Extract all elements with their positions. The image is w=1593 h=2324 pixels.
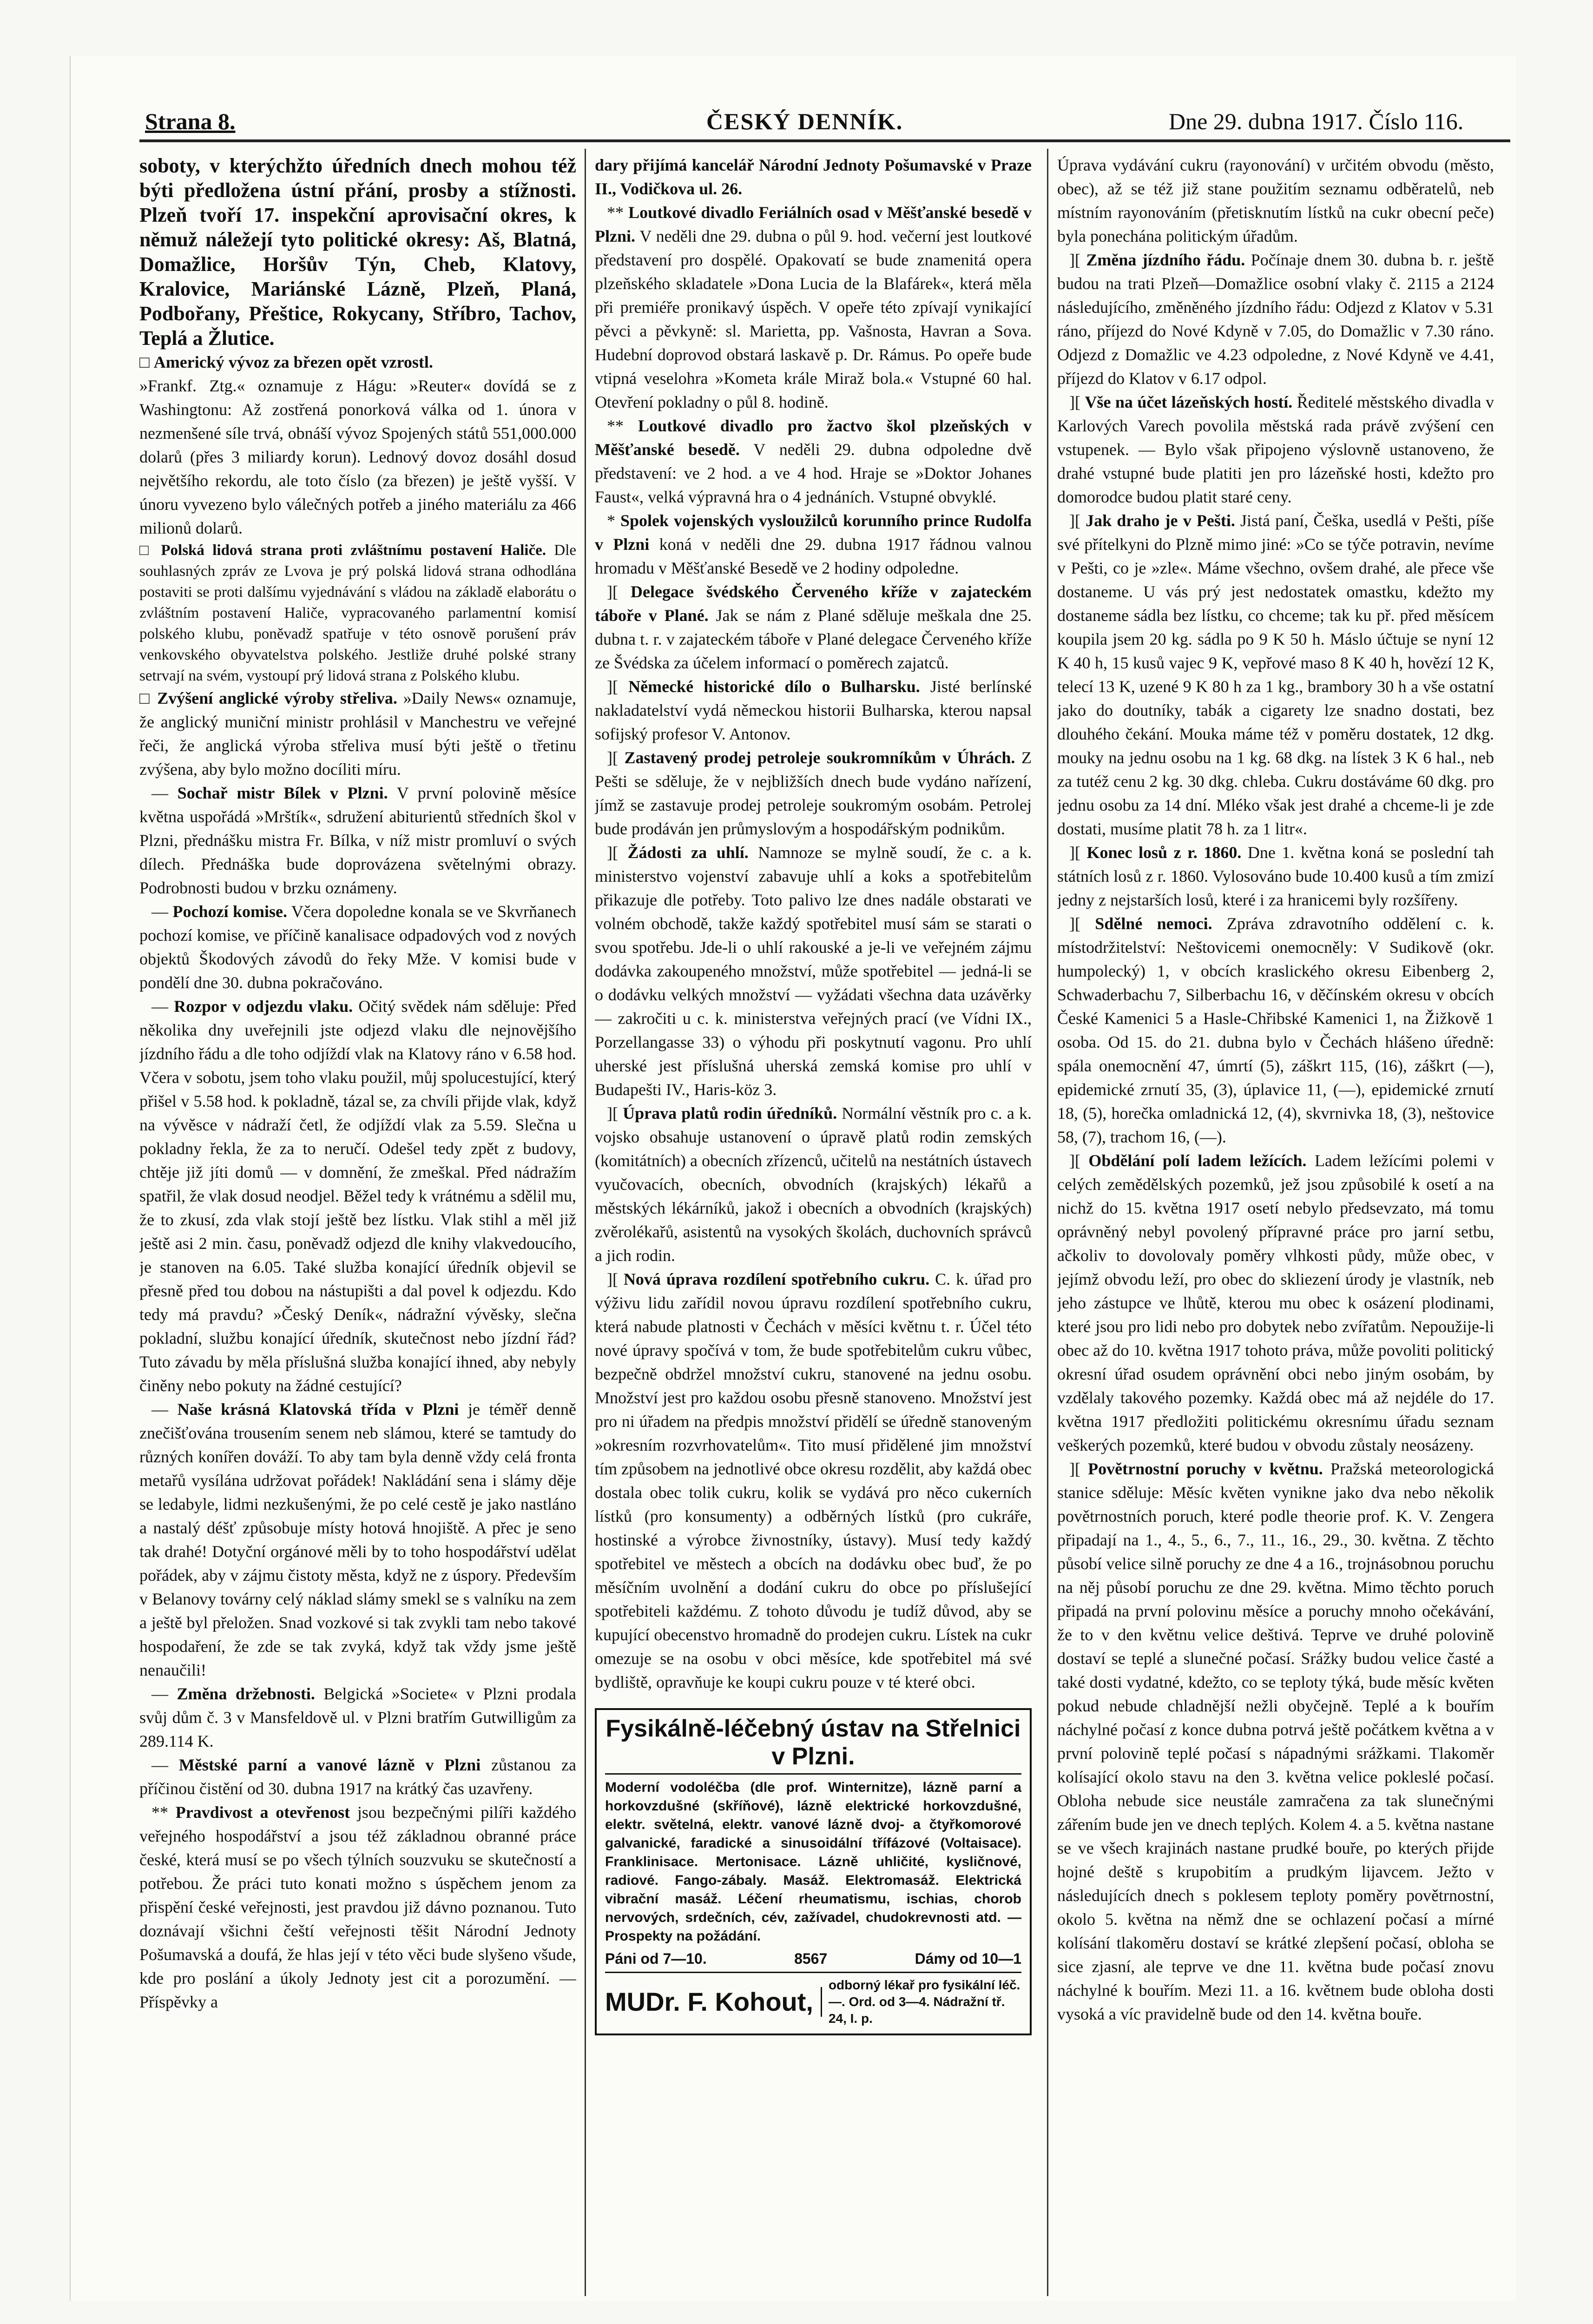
ad-doctor-info: odborný lékař pro fysikální léč. —. Ord. od 3—4. Nádražní tř. 24, I. p.: [828, 1978, 1020, 2026]
header-rule: [139, 139, 1510, 142]
article-body: V neděli 29. dubna odpoledne dvě představení: ve 2 hod. a ve 4 hod. Hraje se »Doktor Johanes Faust«, velká výpravná hra o 4 jednáních. Vstupné obvyklé.: [595, 440, 1032, 506]
ad-doctor: [605, 1972, 1021, 2027]
column-middle: [595, 153, 1032, 2301]
article-headline: Spolek vojenských vysloužilců korunního prince Rudolfa v Plzni: [595, 511, 1032, 554]
ad-body: Moderní vodoléčba (dle prof. Winternitze), lázně parní a horkovzdušné (skříňové), lázně elektrické horkovzdušné, elektr. světelná, elektr. vanové lázně dvoj- a čtyřkomorové galvanické, faradické a sinusoidální třífázové (Voltaisace). Franklinisace. Mertonisace. Lázně uhličité, kysličnové, radiové. Fango-zábaly. Masáž. Elektromasáž. Elektrická vibrační masáž. Léčení rheumatismu, ischias, chorob nervových, srdečních, cév, zažívadel, chudokrevnosti atd. — Prospekty na požádání.: [605, 1780, 1021, 1944]
article: — Rozpor v odjezdu vlaku. Očitý svědek nám sděluje: Před několika dny uveřejnili jste odjezd vlaku dle nejnovějšího jízdního řádu a dle toho odjíždí vlak na Klatovy ráno v 6.58 hod. Včera v sobotu, jsem toho vlaku použil, můj spolucestující, který přišel v 5.58 hod. k pokladně, tázal se, za chvíli přijde vlak, když na vývěsce v nádraží četl, že odjíždí vlak za 5.59. Slečna u pokladny řekla, že za to neručí. Odešel tedy zpět z budovy, chtěje již jíti domů — v domnění, že zmeškal. Před nádražím spatřil, že vlak dosud neodjel. Běžel tedy k vrátnému a sdělil mu, že to zkusí, zda vlak stojí ještě bez lístku. Vlak stihl a měl již ještě asi 2 min. času, poněvadž odjezd dle knihy vlakvedoucího, je stanoven na 6.05. Také služba konající úředník objevil se přesně před tou dobou na nástupišti a dal povel k odjezdu. Kdo tedy má pravdu? »Český Deník«, nádražní vývěsky, slečna pokladní, službu konající úředník, skutečnost nebo jízdní řád? Tuto závadu by měla příslušná služba konající ihned, aby nebyly činěny nebo pokuty na žádné cestující?: [139, 997, 576, 1395]
article-body: V první polovině měsíce května uspořádá »Mrštík«, sdružení abiturientů středních škol v Plzni, přednášku mistra Fr. Bílka, v níž mistr promluví o svých dílech. Přednáška bude doprovázena světelnými obrazy. Podrobnosti budou v brzku oznámeny.: [139, 784, 576, 897]
article: ][ Konec losů z r. 1860. Dne 1. května koná se poslední tah státních losů z r. 1860. Vylosováno bude 10.400 kusů a tím zmizí jedny z nejstarších losů, které i za hranicemi byly rozšířeny.: [1057, 843, 1494, 909]
article-headline: Konec losů z r. 1860.: [1086, 843, 1242, 862]
article: ][ Zastavený prodej petroleje soukromníkům v Úhrách. Z Pešti se sděluje, že v nejbližších dnech bude vydáno nařízení, jímž se zastavuje prodej petroleje soukromým osobám. Petrolej bude prodáván jen průmyslovým a hospodářským podnikům.: [595, 748, 1032, 838]
article-body: »Daily News« oznamuje, že anglický muniční ministr prohlásil v Manchestru ve veřejné řeči, že anglická výroba střeliva musí býti ještě o třetinu zvýšena, aby bylo možno docíliti míru.: [139, 689, 576, 779]
ad-hours-men: Páni od 7—10.: [605, 1950, 707, 1967]
article-headline: Změna jízdního řádu.: [1086, 251, 1245, 269]
article-body: Očitý svědek nám sděluje: Před několika dny uveřejnili jste odjezd vlaku dle nejnovějšího jízdního řádu a dle toho odjíždí vlak na Klatovy ráno v 6.58 hod. Včera v sobotu, jsem toho vlaku použil, můj spolucestující, který přišel v 5.58 hod. k pokladně, tázal se, za chvíli přijde vlak, když na vývěsce v nádraží četl, že odjíždí vlak za 5.59. Slečna u pokladny řekla, že za to neručí. Odešel tedy zpět z budovy, chtěje již jíti domů — v domnění, že zmeškal. Před nádražím spatřil, že vlak dosud neodjel. Běžel tedy k vrátnému a sdělil mu, že to zkusí, zda vlak stojí ještě bez lístku. Vlak stihl a měl již ještě asi 2 min. času, poněvadž odjezd dle knihy vlakvedoucího, je stanoven na 6.05. Také služba konající úředník objevil se přesně před tou dobou na nástupišti a dal povel k odjezdu. Kdo tedy má pravdu? »Český Deník«, nádražní vývěsky, slečna pokladní, službu konající úředník, skutečnost nebo jízdní řád? Tuto závadu by měla příslušná služba konající ihned, aby nebyly činěny nebo pokuty na žádné cestující?: [139, 997, 576, 1395]
article-headline: Loutkové divadlo Feriálních osad v Měšťanské besedě v Plzni.: [595, 203, 1032, 245]
article-body: Počínaje dnem 30. dubna b. r. ještě budou na trati Plzeň—Domažlice osobní vlaky č. 2115 a 2124 následujícího, změněného jízdního řádu: Odjezd z Klatov v 5.31 ráno, příjezd do Nové Kdyně v 7.05, do Domažlic v 7.30 ráno. Odjezd z Domažlic ve 4.23 odpoledne, z Nové Kdyně ve 4.41, příjezd do Klatov v 6.17 odpol.: [1057, 251, 1494, 388]
article-continuation-text: dary přijímá kancelář Národní Jednoty Pošumavské v Praze II., Vodičkova ul. 26.: [595, 156, 1032, 198]
article-headline: Jak draho je v Pešti.: [1086, 511, 1235, 530]
article: ][ Sdělné nemoci. Zpráva zdravotního oddělení c. k. místodržitelství: Neštovicemi onemocněly: V Sudikově (okr. humpolecký) 1, v obcích kraslického okresu Eibenberg 2, Schwaderbachu 7, Silberbachu 16, v děčínském okresu v obcích České Kamenici 5 a Hasle-Chřibské Kamenici 1, na Žižkově 1 osoba. Od 15. do 21. dubna bylo v Čechách hlášeno úředně: spála onemocnění 47, úmrtí (5), záškrt 115, (16), záškrt (—), epidemické zrnutí 35, (3), úplavice 11, (—), epidemické zrnutí 18, (5), horečka omladnická 12, (4), skvrnivka 18, (3), neštovice 58, (7), trachom 16, (—).: [1057, 914, 1494, 1146]
column-divider: [1047, 149, 1048, 2296]
article-body: Belgická »Societe« v Plzni prodala svůj dům č. 3 v Mansfeldově ul. v Plzni bratřím Gutwilligům za 289.114 K.: [139, 1684, 576, 1750]
article-body: Ladem ležícími polemi v celých zemědělských pozemků, jež jsou způsobilé k osetí a na nichž do 15. května 1917 osetí nebylo předsevzato, má tomu oprávněný nebyl povolený přípravné práce pro jarní setbu, ačkoliv to dovolovaly poměry vlhkosti půdy, může obec, v jejímž obvodu leží, pro obec do skliezení úrody je vlastník, neb jeho zástupce ve lhůtě, kterou mu obec k osázení plodinami, které jsou pro lidi nebo pro dobytek nebo zvířatům. Nepoužije-li obec až do 10. května 1917 tohoto práva, může povoliti politický okresní úřad osudem oprávnění obci nebo jiným osobám, by vzdělaly takového pozemky. Každá obec má až nejdéle do 17. května 1917 předložiti politickému okresnímu úřadu seznam veškerých pozemků, které budou v obvodu zůstaly neosázeny.: [1057, 1151, 1494, 1454]
article-headline: Polská lidová strana proti zvláštnímu postavení Haliče.: [161, 542, 546, 559]
article-headline: Městské parní a vanové lázně v Plzni: [178, 1756, 481, 1774]
column-right: [1057, 153, 1494, 2301]
article-body: »Frankf. Ztg.« oznamuje z Hágu: »Reuter« dovídá se z Washingtonu: Až zostřená ponorková válka od 1. února v nezmenšené síle trvá, obnáší vývoz Spojených států 551,000.000 dolarů (přes 3 miliardy korun). Lednový dovoz dosáhl dosud největšího rekordu, ale toto číslo (za březen) je ještě vyšší. V únoru vyvezeno bylo válečných potřeb a jiného materiálu za 466 milionů dolarů.: [139, 376, 576, 537]
article: ** Loutkové divadlo Feriálních osad v Měšťanské besedě v Plzni. V neděli dne 29. dubna o půl 9. hod. večerní jest loutkové představení pro dospělé. Opakovatí se bude znamenitá opera plzeňského skladatele »Dona Lucia de la Blafárek«, která měla při premiéře pronikavý úspěch. V opeře této zpívají vynikající pěvci a pěvkyně: sl. Marietta, pp. Vašnosta, Havran a Sova. Hudební doprovod obstará laskavě p. Dr. Rámus. Po opeře bude vtipná veselohra »Kometa krále Miraž bola.« Vstupné 60 hal. Otevření pokladny o půl 8. hodině.: [595, 203, 1032, 411]
article: □ Polská lidová strana proti zvláštnímu postavení Haliče. Dle souhlasných zpráv ze Lvova je prý polská lidová strana odhodlána postaviti se proti dalšímu vyjednávání s vládou na základě elaborátu o zvláštním postavení Haliče, vypracovaného parlamentní komisí polského klubu, poněvadž spatřuje v této osnově porušení práv venkovského obyvatelstva polského. Jestliže druhé polské strany setrvají na svém, vystoupí prý lidová strana z Polského klubu.: [139, 542, 576, 684]
article: * Spolek vojenských vysloužilců korunního prince Rudolfa v Plzni koná v neděli dne 29. dubna 1917 řádnou valnou hromadu v Měšťanské Besedě ve 2 hodiny odpoledne.: [595, 511, 1032, 577]
article: — Sochař mistr Bílek v Plzni. V první polovině měsíce května uspořádá »Mrštík«, sdružení abiturientů středních škol v Plzni, přednášku mistra Fr. Bílka, v níž mistr promluví o svých dílech. Přednáška bude doprovázena světelnými obrazy. Podrobnosti budou v brzku oznámeny.: [139, 784, 576, 897]
article-body: jsou bezpečnými pilíři každého veřejného hospodářství a jsou též základnou obranné práce české, která musí se po všech týlních souzvuku se skutečností a potřebou. Že práci tuto konati možno s úspěchem jenom za přispění české veřejnosti, jest pravdou již dávno poznanou. Tuto doznávají všichni čeští veřejnosti těšit Národní Jednoty Pošumavská a doufá, že hlas její v této věci bude slyšeno všude, kde pro poslání a úkoly Jednoty jest cit a porozumění. — Příspěvky a: [139, 1803, 576, 2011]
article-headline: Loutkové divadlo pro žactvo škol plzeňských v Měšťanské besedě.: [595, 416, 1032, 459]
article-body: Pražská meteorologická stanice sděluje: Měsíc květen vynikne jako dva nebo několik povětrnostních poruch, které podle theorie prof. K. V. Zengera připadají na 1., 4., 5., 6., 7., 11., 16., 29., 30. května. Z těchto působí velice silně poruchy ze dne 4 a 16., trojnásobnou poruchu na něj působí poruchu ze dne 29. května. Mimo těchto poruch připadá na první polovinu měsíce a poruchy mnoho očekávání, že to v den květnu velice deštivá. Teprve ve druhé polovině dostaví se teplé a slunečné počasí. Srážky budou velice časté a také dosti vydatné, kdežto, co se teploty týká, bude měsíc květen pokud nebude chladnější nežli obyčejně. Teplé a k bouřím náchylné počasí z konce dubna potrvá ještě počátkem května a v první polovině teplé počasí s nápadnými srážkami. Tlakoměr kolísající okolo stavu na den 3. května velice pokleslé počasí. Obloha nebude sice neustále zamračena za tak slunečnými zářením bude jen ve dnech teplých. Kolem 4. a 5. května nastane se ve všech krajinách nastane prudké bouře, po kterých přijde hojné deště s krupobitím a prudkým lijavcem. Ježto v následujících dnech s poklesem teploty poměry povětrnostní, okolo 5. května na němž dne se ochlazení počasí a mírné kolísání tlakoměru dostaví se krátké zlepšení počasí, obloha se sice zjasní, ale teprve ve dne 11. května bude počasí znovu náchylné k bouřím. Mezi 11. a 16. květnem bude obloha dosti vysoká a víc pravidelně bude od den 14. května bouře.: [1057, 1459, 1494, 2023]
article: ][ Žádosti za uhlí. Namnoze se mylně soudí, že c. a k. ministerstvo vojenství zabavuje uhlí a koks a spotřebitelům přikazuje dle potřeby. Toto palivo lze dnes nadále obstarati ve volném obchodě, takže každý spotřebitel musí sám se starati o svou spotřebu. Jde-li o uhlí rakouské a je-li ve veřejném zájmu dodávka zakoupeného množství, může spotřebitel — jedná-li se o dodávku velkých množství — vyžádati všechna data uzávěrky — zakročiti u c. k. ministerstva veřejných prací (ve Vídni IX., Porzellangasse 33) o výhodu při poskytnutí vagonu. Pro uhlí uherské jest příslušná uherská zemská komise pro uhlí v Budapešti IV., Haris-köz 3.: [595, 843, 1032, 1099]
article-body: Dne 1. května koná se poslední tah státních losů z r. 1860. Vylosováno bude 10.400 kusů a tím zmizí jedny z nejstarších losů, které i za hranicemi byly rozšířeny.: [1057, 843, 1494, 909]
advertisement: [595, 1708, 1032, 2035]
column-left: [139, 153, 576, 2301]
article-headline: Sochař mistr Bílek v Plzni.: [177, 784, 388, 802]
article-headline: Obdělání polí ladem ležících.: [1088, 1151, 1307, 1170]
article-headline: Úprava platů rodin úředníků.: [623, 1104, 837, 1122]
article: ][ Úprava platů rodin úředníků. Normální věstník pro c. a k. vojsko obsahuje ustanovení o úpravě platů rodin zemských (komitátních) a obecních zřízenců, učitelů na nestátních ústavech vyučovacích, obecních, obvodních (krajských) lékařů a městských lékárníků, jakož i obecních a obvodních (krajských) zvěrolékařů, asistentů na vysokých školách, duchovních správců a jich rodin.: [595, 1104, 1032, 1265]
article: ][ Německé historické dílo o Bulharsku. Jisté berlínské nakladatelství vydá německou historii Bulharska, kterou napsal sofijský profesor V. Antonov.: [595, 677, 1032, 743]
ad-hours: [605, 1948, 1021, 1969]
article-headline: Pravdivost a otevřenost: [175, 1803, 350, 1822]
article-body: Jistá paní, Češka, usedlá v Pešti, píše své přítelkyni do Plzně mimo jiné: »Co se týče potravin, nevíme v Pešti, co je »zle«. Máme všechno, ovšem drahé, ale přece vše dostaneme. U vás prý jest nedostatek omastku, kdežto my dostaneme sádla bez lístku, co chceme; tak ku př. před měsícem koupila jsem 20 kg. sádla po 9 K 50 h. Máslo účtuje se nyní 12 K 40 h, 15 kusů vajec 9 K, vepřové maso 8 K 40 h, hovězí 12 K, telecí 13 K, uzené 9 K 80 h za 1 kg., brambory 30 h a vše ostatní jako do doutníky, tabák a cigarety lze snadno dostati, bez dlouhého čekání. Mouka máme též v poměru dostatek, 12 dkg. mouky na jednu osobu na 1 kg. 68 dkg. na lístek 3 K 6 hal., neb za tutéž cenu 2 kg. 30 dkg. chleba. Cukru dostáváme 60 dkg. pro jednu osobu za 14 dní. Mléko však jest drahé a chceme-li je zde dostati, musíme platit 78 h. za 1 litr«.: [1057, 511, 1494, 838]
article: □ Zvýšení anglické výroby střeliva. »Daily News« oznamuje, že anglický muniční ministr prohlásil v Manchestru ve veřejné řeči, že anglická výroba střeliva musí býti ještě o třetinu zvýšena, aby bylo možno docíliti míru.: [139, 689, 576, 779]
article-headline: Povětrnostní poruchy v květnu.: [1088, 1459, 1323, 1478]
article-body: Jak se nám z Plané sděluje meškala dne 25. dubna t. r. v zajateckém táboře v Plané delegace Červeného kříže ze Švédska za účelem informací o poměrech zajatců.: [595, 606, 1032, 672]
article-continuation: soboty, v kterýchžto úředních dnech mohou též býti předložena ústní přání, prosby a stížnosti. Plzeň tvoří 17. inspekční aprovisační okres, k němuž náležejí tyto politické okresy: Aš, Blatná, Domažlice, Horšův Týn, Cheb, Klatovy, Kralovice, Mariánské Lázně, Plzeň, Planá, Podbořany, Přeštice, Rokycany, Stříbro, Tachov, Teplá a Žlutice.: [139, 154, 576, 350]
article: ** Loutkové divadlo pro žactvo škol plzeňských v Měšťanské besedě. V neděli 29. dubna odpoledne dvě představení: ve 2 hod. a ve 4 hod. Hraje se »Doktor Johanes Faust«, velká výpravná hra o 4 jednáních. Vstupné obvyklé.: [595, 416, 1032, 506]
article: — Pochozí komise. Včera dopoledne konala se ve Skvrňanech pochozí komise, ve příčině kanalisace odpadových vod z nových objektů Škodových závodů do řeky Mže. V komisi bude v pondělí dne 30. dubna pokračováno.: [139, 902, 576, 992]
article-headline: Vše na účet lázeňských hostí.: [1085, 393, 1293, 411]
article-body: koná v neděli dne 29. dubna 1917 řádnou valnou hromadu v Měšťanské Besedě ve 2 hodiny odpoledne.: [595, 535, 1032, 577]
ad-hours-women: Dámy od 10—1: [915, 1950, 1021, 1967]
article-headline: Pochozí komise.: [172, 902, 287, 921]
masthead-title: ČESKÝ DENNÍK.: [706, 108, 903, 134]
ad-title: Fysikálně-léčebný ústav na Střelnici v Plzni.: [605, 1715, 1021, 1775]
article-headline: Německé historické dílo o Bulharsku.: [628, 677, 920, 696]
article-headline: Naše krásná Klatovská třída v Plzni: [177, 1400, 459, 1419]
article-headline: Nová úprava rozdílení spotřebního cukru.: [623, 1270, 930, 1288]
article-body: Namnoze se mylně soudí, že c. a k. ministerstvo vojenství zabavuje uhlí a koks a spotřebitelům přikazuje dle potřeby. Toto palivo lze dnes nadále obstarati ve volném obchodě, takže každý spotřebitel musí sám se starati o svou spotřebu. Jde-li o uhlí rakouské a je-li ve veřejném zájmu dodávka zakoupeného množství, může spotřebitel — jedná-li se o dodávku velkých množství — vyžádati všechna data uzávěrky — zakročiti u c. k. ministerstva veřejných prací (ve Vídni IX., Porzellangasse 33) o výhodu při poskytnutí vagonu. Pro uhlí uherské jest příslušná uherská zemská komise pro uhlí v Budapešti IV., Haris-köz 3.: [595, 843, 1032, 1099]
article-body: Včera dopoledne konala se ve Skvrňanech pochozí komise, ve příčině kanalisace odpadových vod z nových objektů Škodových závodů do řeky Mže. V komisi bude v pondělí dne 30. dubna pokračováno.: [139, 902, 576, 992]
article-body: je téměř denně znečišťována trousením senem neb slámou, které se tamtudy do různých konířen dováží. To aby tam byla denně vždy celá fronta metařů vysílána udržovat pořádek! Nakládání sena i slámy děje se ledabyle, lidmi nezkušenými, že po celé cestě je jako nastláno a nastalý déšť způsobuje místy hotová hnojiště. A přec je seno tak drahé! Dotyční orgánové měli by to toho hospodářství udělat pořádek, aby v zájmu čistoty města, když ne z úspory. Především v Belanovy továrny celý náklad slámy smekl se s valníku na zem a ještě byl přeložen. Snad vozkové si tak zvykli tam nebo takové hospodaření, že zde se tak zvyká, když tak vždy jsme ještě nenaučili!: [139, 1400, 576, 1679]
article-body: Zpráva zdravotního oddělení c. k. místodržitelství: Neštovicemi onemocněly: V Sudikově (okr. humpolecký) 1, v obcích kraslického okresu Eibenberg 2, Schwaderbachu 7, Silberbachu 16, v děčínském okresu v obcích České Kamenici 5 a Hasle-Chřibské Kamenici 1, na Žižkově 1 osoba. Od 15. do 21. dubna bylo v Čechách hlášeno úředně: spála onemocnění 47, úmrtí (5), záškrt 115, (16), záškrt (—), epidemické zrnutí 35, (3), úplavice 11, (—), epidemické zrnutí 18, (5), horečka omladnická 12, (4), skvrnivka 18, (3), neštovice 58, (7), trachom 16, (—).: [1057, 914, 1494, 1146]
article-body: Jisté berlínské nakladatelství vydá německou historii Bulharska, kterou napsal sofijský profesor V. Antonov.: [595, 677, 1032, 743]
article: ** Pravdivost a otevřenost jsou bezpečnými pilíři každého veřejného hospodářství a jsou též základnou obranné práce české, která musí se po všech týlních souzvuku se skutečností a potřebou. Že práci tuto konati možno s úspěchem jenom za přispění české veřejnosti, jest pravdou již dávno poznanou. Tuto doznávají všichni čeští veřejnosti těšit Národní Jednoty Pošumavská a doufá, že hlas její v této věci bude slyšeno všude, kde pro poslání a úkoly Jednoty jest cit a porozumění. — Příspěvky a: [139, 1803, 576, 2011]
column-divider: [585, 149, 586, 2296]
article-headline: Zastavený prodej petroleje soukromníkům v Úhrách.: [624, 748, 1015, 767]
article-body: zůstanou za příčinou čistění od 30. dubna 1917 na krátký čas uzavřeny.: [139, 1756, 576, 1798]
article-headline: Sdělné nemoci.: [1095, 914, 1212, 933]
article: ][ Obdělání polí ladem ležících. Ladem ležícími polemi v celých zemědělských pozemků, jež jsou způsobilé k osetí a na nichž do 15. května 1917 osetí nebylo předsevzato, má tomu oprávněný nebyl povolený přípravné práce pro jarní setbu, ačkoliv to dovolovaly poměry vlhkosti půdy, může obec, v jejímž obvodu leží, pro obec do skliezení úrody je vlastník, neb jeho zástupce ve lhůtě, kterou mu obec k osázení plodinami, které jsou pro lidi nebo pro dobytek nebo zvířatům. Nepoužije-li obec až do 10. května 1917 tohoto práva, může povoliti politický okresní úřad osudem oprávnění obci nebo jiným osobám, by vzdělaly takového pozemky. Každá obec má až nejdéle do 17. května 1917 předložiti politickému okresnímu úřadu seznam veškerých pozemků, které budou v obvodu zůstaly neosázeny.: [1057, 1151, 1494, 1454]
page-number: Strana 8.: [145, 108, 236, 134]
article: ][ Nová úprava rozdílení spotřebního cukru. C. k. úřad pro výživu lidu zařídil novou úpravu rozdílení spotřebního cukru, která nabude platnosti v Čechách v měsíci květnu t. r. Účel této nové úpravy spočívá v tom, že bude spotřebitelům cukru vůbec, bezpečně obdržel množství cukru, stanovené na jednu osobu. Množství jest pro každou osobu přesně stanoveno. Množství jest pro ni úřadem na předpis množství přidělí se úředně stanoveným »okresním rozvrhovatelům«. Tito musí přidělené jim množství tím způsobem na jednotlivé obce okresu rozdělit, aby každá obec dostala obec tolik cukru, kolik se vydává pro něco cukerních lístků (pro konsumenty) a odběrných lístků (pro cukráře, hostinské a výrobce živnostníky, ústavy). Musí tedy každý spotřebitel ve městech a obcích na dodávku obec buď, že po měsíčním uvolnění a dodání cukru do obce po příslušející spotřebiteli každému. Z tohoto důvodu je tudíž důvod, aby se kupující obecenstvo hromadně do prodejen cukru. Lístek na cukr omezuje se na osobu v obci měsíce, kde spotřebitel má své bydliště, opravňuje ke koupi cukru pouze v té které obci.: [595, 1270, 1032, 1691]
article: — Změna držebnosti. Belgická »Societe« v Plzni prodala svůj dům č. 3 v Mansfeldově ul. v Plzni bratřím Gutwilligům za 289.114 K.: [139, 1684, 576, 1750]
article: ][ Povětrnostní poruchy v květnu. Pražská meteorologická stanice sděluje: Měsíc květen vynikne jako dva nebo několik povětrnostních poruch, které podle theorie prof. K. V. Zengera připadají na 1., 4., 5., 6., 7., 11., 16., 29., 30. května. Z těchto působí velice silně poruchy ze dne 4 a 16., trojnásobnou poruchu na něj působí poruchu ze dne 29. května. Mimo těchto poruch připadá na první polovinu měsíce a poruchy mnoho očekávání, že to v den květnu velice deštivá. Teprve ve druhé polovině dostaví se teplé a slunečné počasí. Srážky budou velice časté a také dosti vydatné, kdežto, co se teploty týká, bude měsíc květen pokud nebude chladnější nežli obyčejně. Teplé a k bouřím náchylné počasí z konce dubna potrvá ještě počátkem května a v první polovině teplé počasí s nápadnými srážkami. Tlakoměr kolísající okolo stavu na den 3. května velice pokleslé počasí. Obloha nebude sice neustále zamračena za tak slunečnými zářením bude jen ve dnech teplých. Kolem 4. a 5. května nastane se ve všech krajinách nastane prudké bouře, po kterých přijde hojné deště s krupobitím a prudkým lijavcem. Ježto v následujících dnech s poklesem teploty poměry povětrnostní, okolo 5. května na němž dne se ochlazení počasí a mírné kolísání tlakoměru dostaví se krátké zlepšení počasí, obloha se sice zjasní, ale teprve ve dne 11. května bude počasí znovu náchylné k bouřím. Mezi 11. a 16. květnem bude obloha dosti vysoká a víc pravidelně bude od den 14. května bouře.: [1057, 1459, 1494, 2023]
article-continuation: Úprava vydávání cukru (rayonování) v určitém obvodu (město, obec), až se též již stane použitím seznamu odběratelů, neb místním rayonováním (přetisknutím lístků na cukr obecní peče) byla ponechána politickým úřadům.: [1057, 156, 1494, 245]
article-body: Z Pešti se sděluje, že v nejbližších dnech bude vydáno nařízení, jímž se zastavuje prodej petroleje soukromým osobám. Petrolej bude prodáván jen průmyslovým a hospodářským podnikům.: [595, 748, 1032, 838]
article: ][ Změna jízdního řádu. Počínaje dnem 30. dubna b. r. ještě budou na trati Plzeň—Domažlice osobní vlaky č. 2115 a 2124 následujícího, změněného jízdního řádu: Odjezd z Klatov v 5.31 ráno, příjezd do Nové Kdyně v 7.05, do Domažlic v 7.30 ráno. Odjezd z Domažlic ve 4.23 odpoledne, z Nové Kdyně ve 4.41, příjezd do Klatov v 6.17 odpol.: [1057, 251, 1494, 388]
article-headline: Změna držebnosti.: [177, 1684, 315, 1703]
article-body: Normální věstník pro c. a k. vojsko obsahuje ustanovení o úpravě platů rodin zemských (komitátních) a obecních zřízenců, učitelů na nestátních ústavech vyučovacích, obecních, obvodních (krajských) lékařů a městských lékárníků, jakož i obecních a obvodních (krajských) zvěrolékařů, asistentů na vysokých školách, duchovních správců a jich rodin.: [595, 1104, 1032, 1265]
article-continuation: [595, 153, 1032, 201]
article: □ Americký vývoz za březen opět vzrostl.: [139, 353, 433, 371]
article-body: Dle souhlasných zpráv ze Lvova je prý polská lidová strana odhodlána postaviti se proti dalšímu vyjednávání s vládou na základě elaborátu o zvláštním postavení Haliče, vypracovaného parlamentní komisí polského klubu, poněvadž spatřuje v této osnově porušení práv venkovského obyvatelstva polského. Jestliže druhé polské strany setrvají na svém, vystoupí prý lidová strana z Polského klubu.: [139, 542, 576, 684]
article: ][ Vše na účet lázeňských hostí. Ředitelé městského divadla v Karlových Varech povolila městská rada právě zvýšení cen vstupenek. — Bylo však připojeno výslovně ustanoveno, že drahé vstupné bude platiti jen pro lázeňské hosti, kdežto pro domorodce budou platit staré ceny.: [1057, 393, 1494, 506]
ad-doctor-name: MUDr. F. Kohout,: [605, 1987, 822, 2017]
article-body: C. k. úřad pro výživu lidu zařídil novou úpravu rozdílení spotřebního cukru, která nabude platnosti v Čechách v měsíci květnu t. r. Účel této nové úpravy spočívá v tom, že bude spotřebitelům cukru vůbec, bezpečně obdržel množství cukru, stanovené na jednu osobu. Množství jest pro každou osobu přesně stanoveno. Množství jest pro ni úřadem na předpis množství přidělí se úředně stanoveným »okresním rozvrhovatelům«. Tito musí přidělené jim množství tím způsobem na jednotlivé obce okresu rozdělit, aby každá obec dostala obec tolik cukru, kolik se vydává pro něco cukerních lístků (pro konsumenty) a odběrných lístků (pro cukráře, hostinské a výrobce živnostníky, ústavy). Musí tedy každý spotřebitel ve městech a obcích na dodávku obec buď, že po měsíčním uvolnění a dodání cukru do obce po příslušející spotřebiteli každému. Z tohoto důvodu je tudíž důvod, aby se kupující obecenstvo hromadně do prodejen cukru. Lístek na cukr omezuje se na osobu v obci měsíce, kde spotřebitel má své bydliště, opravňuje ke koupi cukru pouze v té které obci.: [595, 1270, 1032, 1691]
article: ][ Jak draho je v Pešti. Jistá paní, Češka, usedlá v Pešti, píše své přítelkyni do Plzně mimo jiné: »Co se týče potravin, nevíme v Pešti, co je »zle«. Máme všechno, ovšem drahé, ale přece vše dostaneme. U vás prý jest nedostatek omastku, kdežto my dostaneme sádla bez lístku, co chceme; tak ku př. před měsícem koupila jsem 20 kg. sádla po 9 K 50 h. Máslo účtuje se nyní 12 K 40 h, 15 kusů vajec 9 K, vepřové maso 8 K 40 h, hovězí 12 K, telecí 13 K, uzené 9 K 80 h za 1 kg., brambory 30 h a vše ostatní jako do doutníky, tabák a cigarety lze snadno dostati, bez dlouhého čekání. Mouka máme též v poměru dostatek, 12 dkg. mouky na jednu osobu na 1 kg. 68 dkg. na lístek 3 K 6 hal., neb za tutéž cenu 2 kg. 30 dkg. chleba. Cukru dostáváme 60 dkg. pro jednu osobu za 14 dní. Mléko však jest drahé a chceme-li je zde dostati, musíme platit 78 h. za 1 litr«.: [1057, 511, 1494, 838]
article-headline: Delegace švédského Červeného kříže v zajateckém táboře v Plané.: [595, 582, 1032, 625]
article-body: Ředitelé městského divadla v Karlových Varech povolila městská rada právě zvýšení cen vstupenek. — Bylo však připojeno výslovně ustanoveno, že drahé vstupné bude platiti jen pro lázeňské hosti, kdežto pro domorodce budou platit staré ceny.: [1057, 393, 1494, 506]
article-headline: Zvýšení anglické výroby střeliva.: [157, 689, 397, 707]
article: ][ Delegace švédského Červeného kříže v zajateckém táboře v Plané. Jak se nám z Plané sděluje meškala dne 25. dubna t. r. v zajateckém táboře v Plané delegace Červeného kříže ze Švédska za účelem informací o poměrech zajatců.: [595, 582, 1032, 672]
issue-date: Dne 29. dubna 1917. Číslo 116.: [1169, 108, 1464, 134]
article: — Naše krásná Klatovská třída v Plzni je téměř denně znečišťována trousením senem neb slámou, které se tamtudy do různých konířen dováží. To aby tam byla denně vždy celá fronta metařů vysílána udržovat pořádek! Nakládání sena i slámy děje se ledabyle, lidmi nezkušenými, že po celé cestě je jako nastláno a nastalý déšť způsobuje místy hotová hnojiště. A přec je seno tak drahé! Dotyční orgánové měli by to toho hospodářství udělat pořádek, aby v zájmu čistoty města, když ne z úspory. Především v Belanovy továrny celý náklad slámy smekl se s valníku na zem a ještě byl přeložen. Snad vozkové si tak zvykli tam nebo takové hospodaření, že zde se tak zvyká, když tak vždy jsme ještě nenaučili!: [139, 1400, 576, 1679]
ad-code: 8567: [794, 1950, 828, 1967]
article-headline: Žádosti za uhlí.: [627, 843, 749, 862]
article: — Městské parní a vanové lázně v Plzni zůstanou za příčinou čistění od 30. dubna 1917 na krátký čas uzavřeny.: [139, 1756, 576, 1798]
article-headline: Rozpor v odjezdu vlaku.: [174, 997, 353, 1016]
article-body: V neděli dne 29. dubna o půl 9. hod. večerní jest loutkové představení pro dospělé. Opakovatí se bude znamenitá opera plzeňského skladatele »Dona Lucia de la Blafárek«, která měla při premiéře pronikavý úspěch. V opeře této zpívají vynikající pěvci a pěvkyně: sl. Marietta, pp. Vašnosta, Havran a Sova. Hudební doprovod obstará laskavě p. Dr. Rámus. Po opeře bude vtipná veselohra »Kometa krále Miraž bola.« Vstupné 60 hal. Otevření pokladny o půl 8. hodině.: [595, 227, 1032, 411]
article-headline: Americký vývoz za březen opět vzrostl.: [153, 353, 433, 371]
